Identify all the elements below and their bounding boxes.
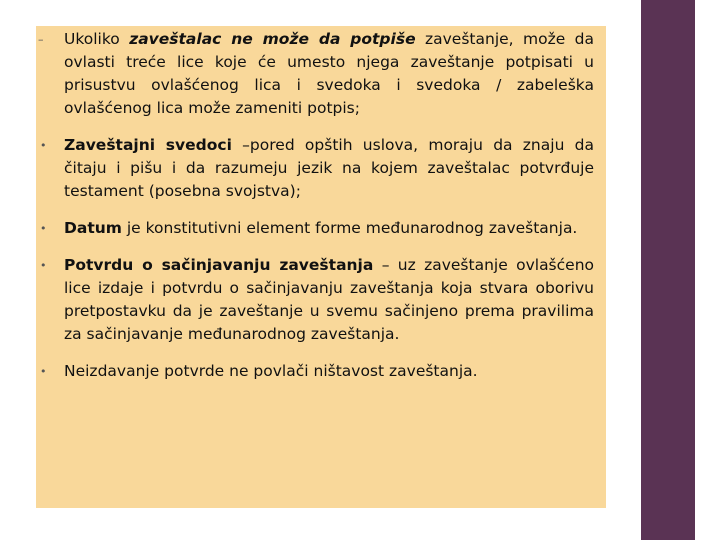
bullet-text: Neizdavanje potvrde ne povlači ništavost zaveštanja. [64,362,478,380]
bullet-list [38,28,595,397]
bullet-item [38,28,594,120]
bullet-item [40,360,594,383]
bullet-marker: • [40,365,47,378]
bullet-text: – uz zaveštanje ovlašćeno lice izdaje i potvrdu o sačinjavanju zaveštanja koja stvara oborivu pretpostavku da je zaveštanje u svemu sačinjeno prema pravilima za sačinjavanje međunarodnog zaveštanja. [64,256,595,343]
bullet-text: Ukoliko [64,30,130,48]
bullet-text: je konstitutivni element forme međunarodnog zaveštanja. [121,219,578,237]
bullet-marker: • [40,222,47,235]
bullet-marker: • [40,139,47,152]
bullet-text: –pored opštih uslova, moraju da znaju da čitaju i pišu i da razumeju jezik na kojem zaveštalac potvrđuje testament (posebna svojstva); [64,136,594,200]
bullet-term: Datum [64,219,122,237]
bullet-term: Zaveštajni svedoci [64,136,232,154]
decorative-sidebar [641,0,695,540]
bullet-item [40,254,595,346]
bullet-marker: • [40,259,47,272]
bullet-item [40,217,594,240]
bullet-text: zaveštanje, može da ovlasti treće lice koje će umesto njega zaveštanje potpisati u prisustvu ovlašćenog lica i svedoka i svedoka / zabeleška ovlašćenog lica može zameniti potpis; [64,30,594,117]
bullet-emphasis: zaveštalac ne može da potpiše [129,30,416,48]
sidebar-edge [695,0,720,540]
content-box [36,26,606,508]
dash-marker: – [38,33,44,46]
bullet-term: Potvrdu o sačinjavanju zaveštanja [64,256,374,274]
bullet-item [40,134,594,203]
